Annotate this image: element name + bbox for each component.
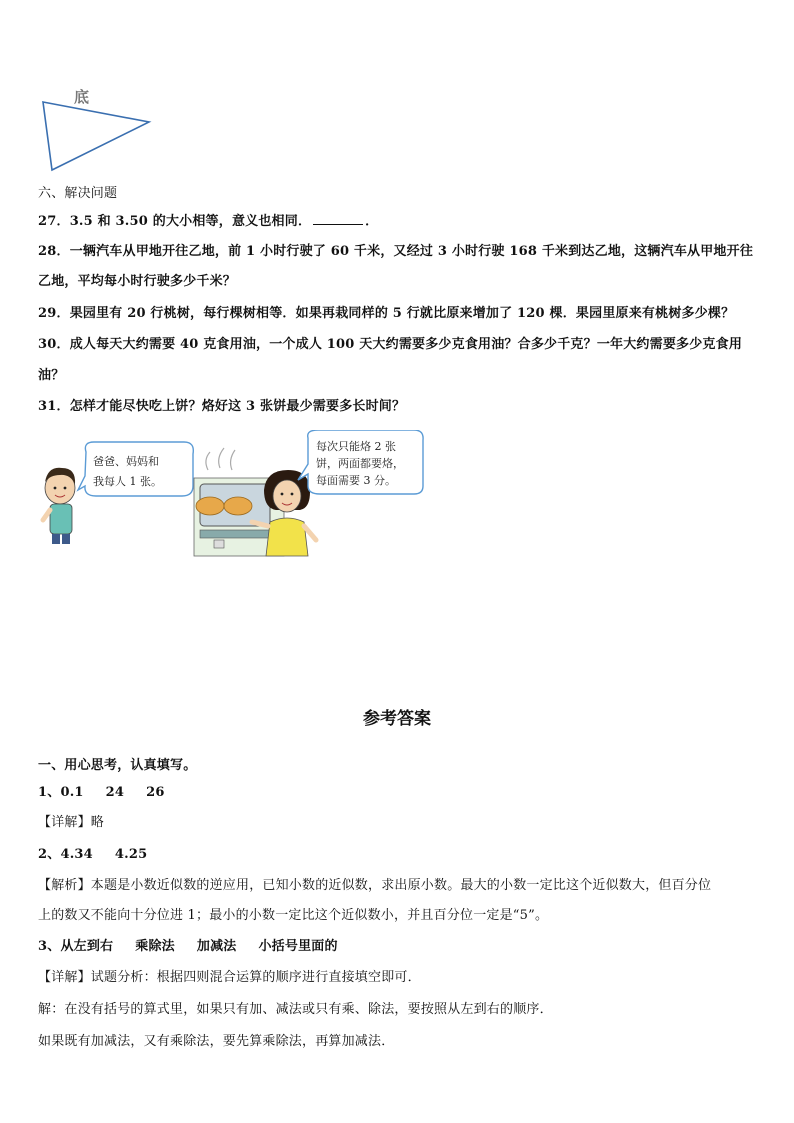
answer-3-solution-line1: 解：在没有括号的算式里，如果只有加、减法或只有乘、除法，要按照从左到右的顺序． [38, 1002, 553, 1017]
boy-bubble-line2: 我每人 1 张。 [93, 475, 162, 488]
answer-1 [38, 781, 165, 800]
answer-2-value: 4.25 [114, 847, 148, 862]
triangle-shape [43, 102, 149, 170]
answers-part1-heading: 一、用心思考，认真填写。 [38, 758, 197, 773]
question-29: 29．果园里有 20 行桃树，每行棵树相等．如果再栽同样的 5 行就比原来增加了 120 棵．果园里原来有桃树多少棵？ [38, 306, 735, 321]
question-28-line2: 乙地，平均每小时行驶多少千米？ [38, 274, 237, 289]
mother-bubble-line1: 每次只能烙 2 张 [316, 440, 396, 453]
answer-3-value: 小括号里面的 [258, 939, 338, 954]
boy-bubble-line1: 爸爸、妈妈和 [93, 455, 159, 468]
pancake-illustration [38, 430, 428, 560]
answer-2-analysis-line1: 【解析】本题是小数近似数的逆应用，已知小数的近似数，求出原小数。最大的小数一定比这个近似数大，但百分位 [38, 878, 712, 893]
answer-3-solution-line2: 如果既有加减法，又有乘除法，要先算乘除法，再算加减法． [38, 1034, 395, 1049]
answer-2-number: 2、 [38, 847, 61, 862]
answer-2 [38, 843, 147, 862]
answers-title: 参考答案 [363, 709, 431, 729]
question-31: 31．怎样才能尽快吃上饼？烙好这 3 张饼最少需要多长时间？ [38, 399, 406, 414]
answer-3-value: 加减法 [196, 939, 237, 954]
q27-end: ． [365, 214, 379, 229]
question-27 [38, 210, 378, 229]
triangle-base-label: 底 [74, 88, 90, 106]
mother-bubble-line2: 饼，两面都要烙， [316, 457, 404, 470]
answer-3 [38, 935, 338, 954]
answer-1-value: 24 [105, 785, 125, 800]
answer-3-value: 从左到右 [60, 939, 114, 954]
boy-figure [43, 468, 75, 544]
answer-1-value: 26 [146, 785, 165, 800]
mother-bubble-line3: 每面需要 3 分。 [316, 474, 396, 487]
answer-blank [313, 212, 363, 225]
question-28-line1: 28．一辆汽车从甲地开往乙地，前 1 小时行驶了 60 千米，又经过 3 小时行驶 168 千米到达乙地，这辆汽车从甲地开往 [38, 244, 754, 259]
answer-1-detail: 【详解】略 [38, 815, 105, 830]
question-30-line1: 30．成人每天大约需要 40 克食用油，一个成人 100 天大约需要多少克食用油？合多少千克？一年大约需要多少克食用 [38, 337, 743, 352]
answer-3-detail: 【详解】试题分析：根据四则混合运算的顺序进行直接填空即可． [38, 970, 421, 985]
triangle-figure [36, 82, 156, 176]
answer-2-value: 4.34 [60, 847, 93, 862]
question-30-line2: 油？ [38, 368, 65, 383]
q27-text: 27．3.5 和 3.50 的大小相等，意义也相同． [38, 214, 312, 229]
answer-2-analysis-line2: 上的数又不能向十分位进 1；最小的小数一定比这个近似数小，并且百分位一定是“5”。 [38, 908, 549, 923]
boy-speech-bubble [78, 442, 193, 496]
answer-1-number: 1、 [38, 785, 61, 800]
answer-3-number: 3、 [38, 939, 61, 954]
mother-speech-bubble [298, 430, 423, 494]
answer-1-value: 0.1 [60, 785, 84, 800]
answer-3-value: 乘除法 [135, 939, 175, 954]
section-heading: 六、解决问题 [38, 186, 118, 201]
